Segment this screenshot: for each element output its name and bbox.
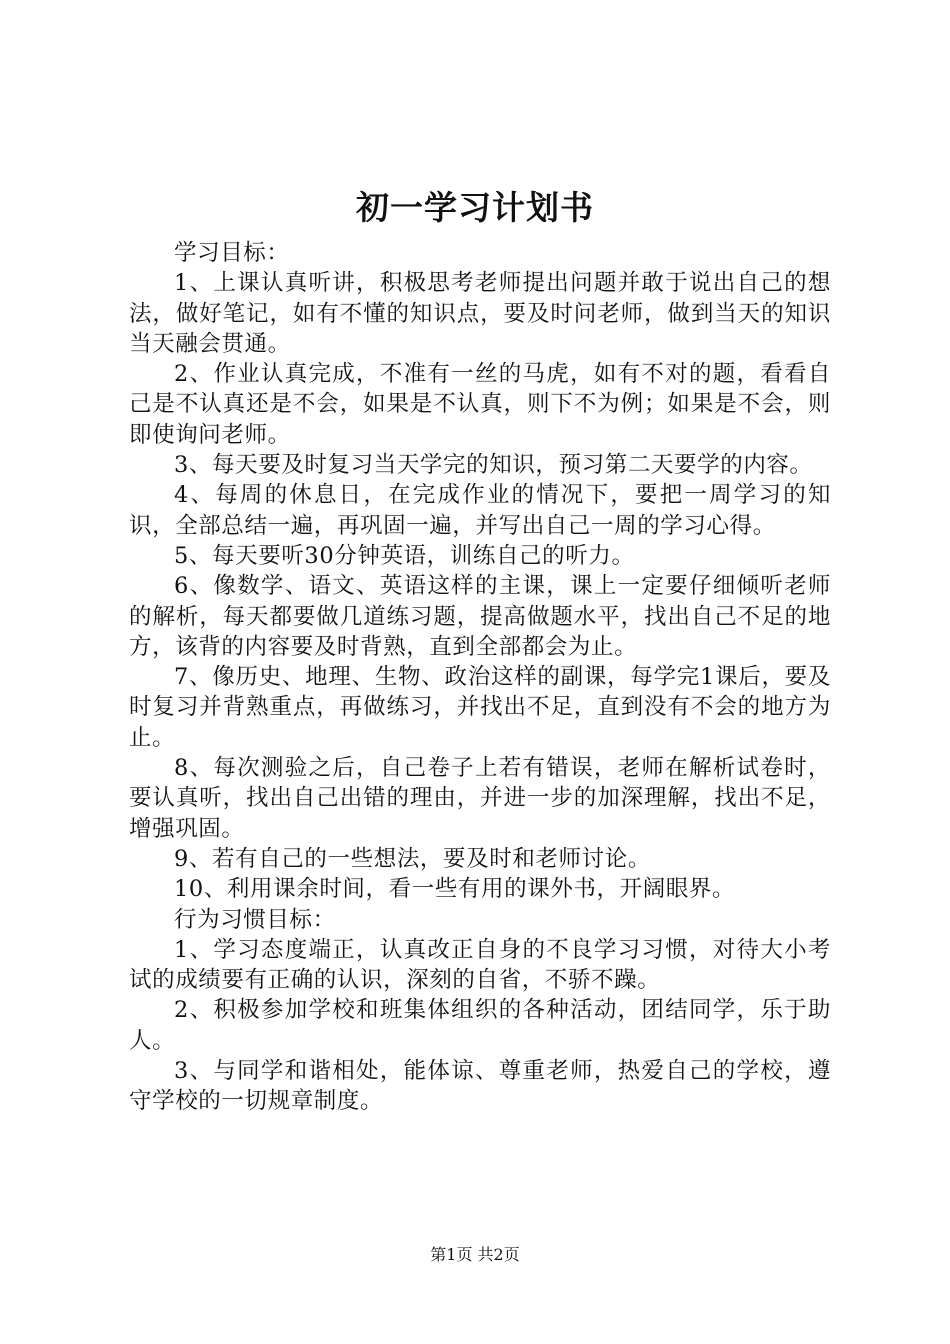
paragraph: 7、像历史、地理、生物、政治这样的副课，每学完1课后，要及时复习并背熟重点，再做练习，并找出不足，直到没有不会的地方为止。 <box>129 664 831 751</box>
paragraph: 10、利用课余时间，看一些有用的课外书，开阔眼界。 <box>174 876 736 903</box>
paragraph: 5、每天要听30分钟英语，训练自己的听力。 <box>174 542 635 569</box>
paragraph: 4、每周的休息日，在完成作业的情况下，要把一周学习的知识，全部总结一遍，再巩固一遍，并写出自己一周的学习心得。 <box>129 482 831 539</box>
paragraph: 2、积极参加学校和班集体组织的各种活动，团结同学，乐于助人。 <box>129 997 831 1054</box>
paragraph: 1、学习态度端正，认真改正自身的不良学习习惯，对待大小考试的成绩要有正确的认识，深刻的自省，不骄不躁。 <box>129 936 831 994</box>
paragraph: 3、每天要及时复习当天学完的知识，预习第二天要学的内容。 <box>174 452 813 479</box>
section-heading-behavior-goals: 行为习惯目标： <box>174 906 336 933</box>
document-title: 初一学习计划书 <box>356 188 594 227</box>
paragraph: 6、像数学、语文、英语这样的主课，课上一定要仔细倾听老师的解析，每天都要做几道练习题，提高做题水平，找出自己不足的地方，该背的内容要及时背熟，直到全部都会为止。 <box>129 573 831 660</box>
document-body <box>129 238 831 1117</box>
paragraph: 9、若有自己的一些想法，要及时和老师讨论。 <box>174 845 651 872</box>
paragraph: 2、作业认真完成，不准有一丝的马虎，如有不对的题，看看自己是不认真还是不会，如果是不认真，则下不为例；如果是不会，则即使询问老师。 <box>129 361 831 448</box>
page-footer: 第1页 共2页 <box>430 1245 520 1264</box>
paragraph: 3、与同学和谐相处，能体谅、尊重老师，热爱自己的学校，遵守学校的一切规章制度。 <box>129 1058 831 1115</box>
paragraph: 8、每次测验之后，自己卷子上若有错误，老师在解析试卷时，要认真听，找出自己出错的理由，并进一步的加深理解，找出不足，增强巩固。 <box>129 755 831 842</box>
section-heading-study-goals: 学习目标： <box>174 240 290 266</box>
paragraph: 1、上课认真听讲，积极思考老师提出问题并敢于说出自己的想法，做好笔记，如有不懂的知识点，要及时问老师，做到当天的知识当天融会贯通。 <box>129 270 831 357</box>
